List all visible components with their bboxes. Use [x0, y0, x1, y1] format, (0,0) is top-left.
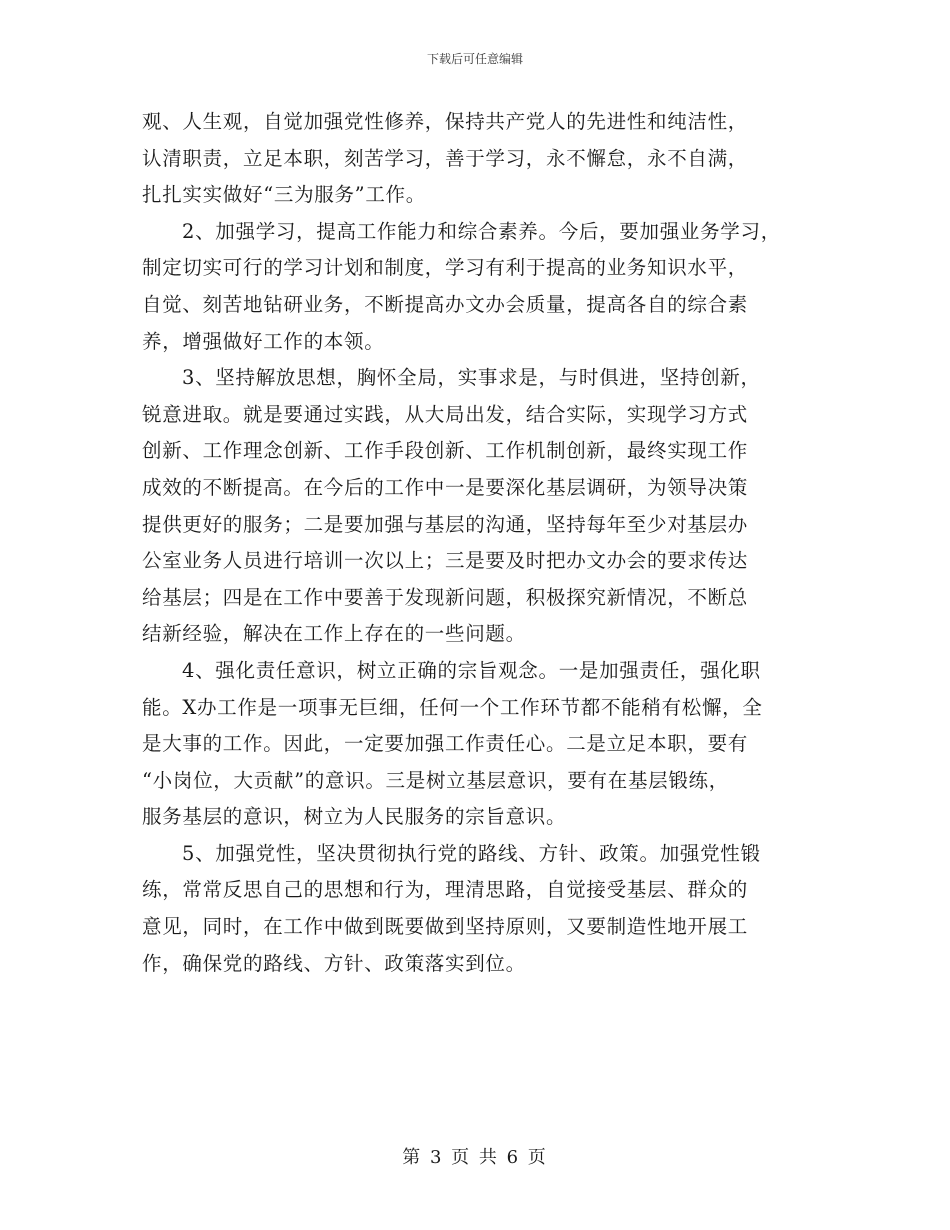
text-line: 创新、工作理念创新、工作手段创新、工作机制创新，最终实现工作: [142, 439, 749, 463]
text-line: 结新经验，解决在工作上存在的一些问题。: [142, 622, 526, 646]
text-line: 能。X办工作是一项事无巨细，任何一个工作环节都不能稍有松懈，全: [142, 695, 763, 719]
paragraph-4-start: 4、强化责任意识，树立正确的宗旨观念。一是加强责任，强化职: [182, 658, 761, 682]
page-footer: 第 3 页 共 6 页: [402, 1147, 548, 1168]
text-line: 扎扎实实做好“三为服务”工作。: [142, 183, 426, 207]
paragraph-3-start: 3、坚持解放思想，胸怀全局，实事求是，与时俱进，坚持创新，: [182, 366, 761, 390]
page-header: 下载后可任意编辑: [426, 52, 523, 66]
text-line: 养，增强做好工作的本领。: [142, 329, 385, 353]
text-line: 公室业务人员进行培训一次以上；三是要及时把办文办会的要求传达: [142, 549, 749, 573]
text-line: 制定切实可行的学习计划和制度，学习有利于提高的业务知识水平，: [142, 256, 749, 280]
text-line: 作，确保党的路线、方针、政策落实到位。: [142, 951, 526, 975]
text-line: 认清职责，立足本职，刻苦学习，善于学习，永不懈怠，永不自满，: [142, 146, 749, 170]
text-line: 提供更好的服务；二是要加强与基层的沟通，坚持每年至少对基层办: [142, 512, 749, 536]
text-line: 观、人生观，自觉加强党性修养，保持共产党人的先进性和纯洁性，: [142, 110, 749, 133]
text-line: 成效的不断提高。在今后的工作中一是要深化基层调研，为领导决策: [142, 475, 749, 499]
text-line: 是大事的工作。因此，一定要加强工作责任心。二是立足本职，要有: [142, 732, 749, 756]
paragraph-5-start: 5、加强党性，坚决贯彻执行党的路线、方针、政策。加强党性锻: [182, 841, 761, 865]
text-line: 锐意进取。就是要通过实践，从大局出发，结合实际，实现学习方式: [142, 402, 749, 426]
text-line: 练，常常反思自己的思想和行为，理清思路，自觉接受基层、群众的: [142, 878, 749, 902]
text-line: 服务基层的意识，树立为人民服务的宗旨意识。: [142, 805, 567, 829]
text-line: “小岗位，大贡献”的意识。三是树立基层意识，要有在基层锻练，: [142, 768, 729, 792]
text-line: 给基层；四是在工作中要善于发现新问题，积极探究新情况，不断总: [142, 585, 749, 609]
text-line: 自觉、刻苦地钻研业务，不断提高办文办会质量，提高各自的综合素: [142, 292, 749, 316]
document-body: [142, 104, 820, 982]
text-line: 意见，同时，在工作中做到既要做到坚持原则，又要制造性地开展工: [142, 915, 749, 939]
paragraph-2-start: 2、加强学习，提高工作能力和综合素养。今后，要加强业务学习，: [182, 219, 781, 243]
